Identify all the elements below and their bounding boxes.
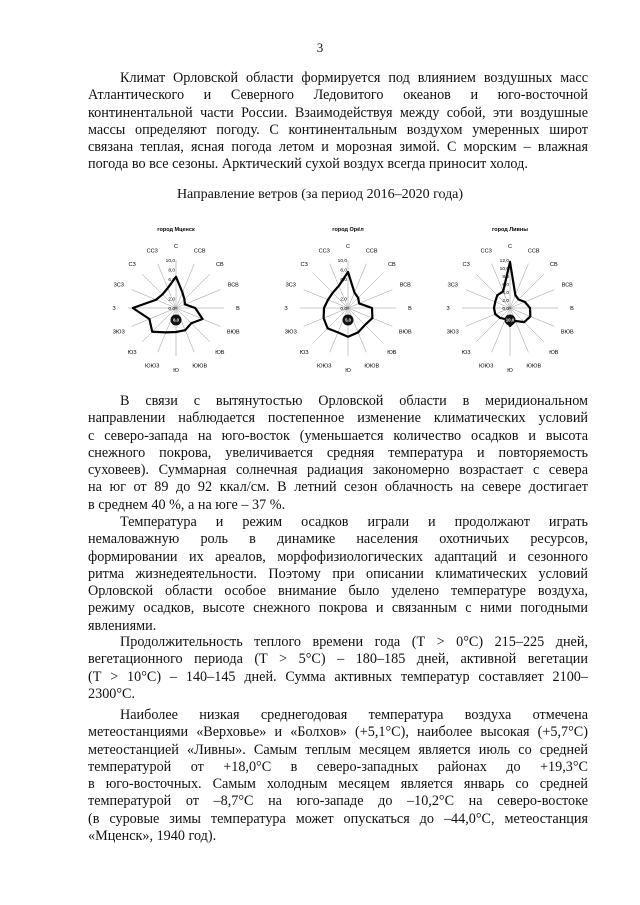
paragraph-temperature-role: [88, 514, 588, 635]
text-line: на юг от 89 до 92 ккал/см. В летний сезон облачность на севере достигает: [88, 479, 588, 496]
wind-rose-mtsensk: [106, 222, 246, 374]
text-line: вегетационного периода (Т > 5°С) – 180–185 дней, активной вегетации: [88, 651, 588, 668]
wind-rose-chart: [440, 222, 580, 374]
direction-label: СВ: [388, 262, 396, 269]
direction-label: ЮЮВ: [526, 363, 542, 370]
direction-label: ЗЮЗ: [446, 329, 459, 336]
text-line: в среднем 40 %, а на юге – 37 %.: [88, 496, 286, 513]
paragraph-temperatures: [88, 707, 588, 845]
tick-label: 2,0: [340, 297, 347, 303]
wind-rose-orel: [278, 222, 418, 374]
text-line: «Мценск», 1940 год).: [88, 828, 217, 845]
spoke-line: [476, 308, 510, 342]
chart-title: город Мценск: [157, 227, 195, 233]
direction-label: СЗ: [300, 262, 308, 269]
text-line: 2300°С.: [88, 685, 136, 702]
text-line: Орловской области особое внимание было уделено температуре воздуха,: [88, 583, 588, 600]
page-number: 3: [316, 40, 324, 55]
direction-label: В: [408, 306, 412, 312]
direction-label: З: [112, 306, 116, 312]
direction-label: ЮВ: [387, 349, 397, 356]
text-line: Климат Орловской области формируется под влиянием воздушных масс: [120, 70, 588, 86]
direction-label: ССЗ: [146, 248, 158, 255]
text-line: Температура и режим осадков играли и продолжают играть: [120, 514, 588, 530]
paragraph-warm-period: [88, 634, 588, 703]
tick-label: 2,0: [168, 297, 175, 303]
wind-rose-chart: [278, 222, 418, 374]
direction-label: ЗСЗ: [447, 282, 458, 289]
figure-caption: Направление ветров (за период 2016–2020 года): [176, 187, 464, 202]
tick-label: 0,0: [168, 307, 175, 312]
spoke-line: [176, 308, 210, 342]
text-line: немаловажную роль в динамике населения охотничьих ресурсов,: [88, 531, 588, 548]
text-line: суховеев). Суммарная солнечная радиация закономерно возрастает с севера: [88, 462, 588, 479]
direction-label: СВ: [550, 262, 558, 269]
text-line: В связи с вытянутостью Орловской области в меридиональном: [120, 393, 588, 409]
tick-label: 10,0: [499, 267, 509, 272]
text-line: погода во все сезоны. Арктический сухой воздух всегда приносит холод.: [88, 156, 528, 173]
tick-label: 6,0: [340, 278, 347, 284]
text-line: формировании их ареалов, морфофизиологических адаптаций и сезонного: [88, 548, 588, 565]
text-line: Продолжительность теплого времени года (Т > 0°С) 215–225 дней,: [120, 634, 588, 650]
calm-label: 5,0: [345, 317, 351, 323]
direction-label: ВЮВ: [226, 329, 240, 336]
direction-label: ЮЮЗ: [317, 363, 332, 370]
text-line: метеостанциями «Верховье» и «Болхов» (+5,1°С), наиболее высокая (+5,7°С): [88, 724, 588, 741]
direction-label: ССЗ: [318, 248, 330, 255]
direction-label: Ю: [345, 368, 351, 374]
direction-label: ССВ: [527, 248, 540, 255]
text-line: ритма жизнедеятельности. Поэтому при описании климатических условий: [88, 565, 588, 582]
text-line: (Т > 10°С) – 140–145 дней. Сумма активных температур составляет 2100–: [88, 668, 588, 685]
text-line: температурой от –8,7°С на юго-западе до –10,2°С на северо-востоке: [88, 793, 588, 810]
direction-label: ВЮВ: [560, 329, 574, 336]
direction-label: СВ: [216, 262, 224, 269]
text-line: явлениями.: [88, 617, 157, 634]
wind-rose-chart: [106, 222, 246, 374]
text-line: температурой от +18,0°С в северо-западных районах до +19,3°С: [88, 758, 588, 775]
tick-label: 6,0: [502, 283, 509, 288]
text-line: направлении наблюдается постепенное изменение климатических условий: [88, 410, 588, 427]
direction-label: ССВ: [193, 248, 206, 255]
direction-label: ЗСЗ: [285, 282, 296, 289]
direction-label: З: [446, 306, 450, 312]
tick-label: 0,0: [502, 307, 509, 312]
text-line: (в суровые зимы температура может опускаться до –44,0°С, метеостанция: [88, 810, 588, 827]
direction-label: ЮЮЗ: [145, 363, 160, 370]
direction-label: СЗ: [462, 262, 470, 269]
tick-label: 10,0: [337, 259, 347, 264]
spoke-line: [142, 308, 176, 342]
direction-label: ЮВ: [549, 349, 559, 356]
direction-label: С: [174, 244, 178, 250]
direction-label: ССЗ: [480, 248, 492, 255]
direction-label: В: [236, 306, 240, 312]
direction-label: ВСВ: [561, 282, 573, 289]
direction-label: С: [346, 244, 350, 250]
paragraph-meridional: [88, 393, 588, 514]
direction-label: ЮВ: [215, 349, 225, 356]
tick-label: 8,0: [168, 268, 175, 274]
direction-label: ЮЮВ: [364, 363, 380, 370]
direction-label: ЮЮВ: [192, 363, 208, 370]
text-line: режиму осадков, высоте снежного покрова и связанным с ними погодными: [88, 600, 588, 617]
tick-label: 8,0: [502, 275, 509, 280]
calm-label: 10,0: [505, 317, 515, 323]
direction-label: Ю: [507, 368, 513, 374]
tick-label: 6,0: [168, 278, 175, 284]
wind-rose-livny: [440, 222, 580, 374]
text-line: в юго-восточных. Самым холодным месяцем является январь со средней: [88, 776, 588, 793]
direction-label: ВЮВ: [398, 329, 412, 336]
direction-label: ЮЮЗ: [479, 363, 494, 370]
tick-label: 12,0: [499, 259, 509, 264]
direction-label: ЗЮЗ: [112, 329, 125, 336]
text-line: Наиболее низкая среднегодовая температура воздуха отмечена: [120, 707, 588, 723]
direction-label: ЮЗ: [461, 349, 471, 356]
tick-label: 0,0: [340, 307, 347, 312]
text-line: снежного покрова, увеличивается средняя температура и повторяемость: [88, 444, 588, 461]
direction-label: ЮЗ: [299, 349, 309, 356]
text-line: связана теплая, ясная погода летом и морозная зимой. С морским – влажная: [88, 139, 588, 156]
direction-label: ССВ: [365, 248, 378, 255]
direction-label: ЮЗ: [127, 349, 137, 356]
tick-label: 8,0: [340, 268, 347, 274]
direction-label: В: [570, 306, 574, 312]
direction-label: ВСВ: [227, 282, 239, 289]
tick-label: 2,0: [502, 299, 509, 304]
text-line: метеостанцией «Ливны». Самым теплым месяцем является июль со средней: [88, 741, 588, 758]
spoke-line: [314, 308, 348, 342]
spoke-line: [510, 308, 544, 342]
tick-label: 10,0: [165, 259, 175, 264]
text-line: массы определяют погоду. С континентальным воздухом умеренных широт: [88, 121, 588, 138]
tick-label: 4,0: [502, 291, 509, 296]
paragraph-climate-intro: [88, 70, 588, 174]
direction-label: С: [508, 244, 512, 250]
chart-title: город Ливны: [492, 227, 528, 233]
text-line: с северо-запада на юго-восток (уменьшается количество осадков и высота: [88, 427, 588, 444]
direction-label: ВСВ: [399, 282, 411, 289]
chart-title: город Орёл: [332, 227, 364, 233]
calm-label: 6,0: [173, 317, 179, 323]
text-line: Атлантического и Северного Ледовитого океанов и юго-восточной: [88, 87, 588, 104]
text-line: континентальной части России. Взаимодействуя между собой, эти воздушные: [88, 104, 588, 121]
direction-label: Ю: [173, 368, 179, 374]
direction-label: ЗЮЗ: [284, 329, 297, 336]
direction-label: З: [284, 306, 288, 312]
direction-label: ЗСЗ: [113, 282, 124, 289]
direction-label: СЗ: [128, 262, 136, 269]
